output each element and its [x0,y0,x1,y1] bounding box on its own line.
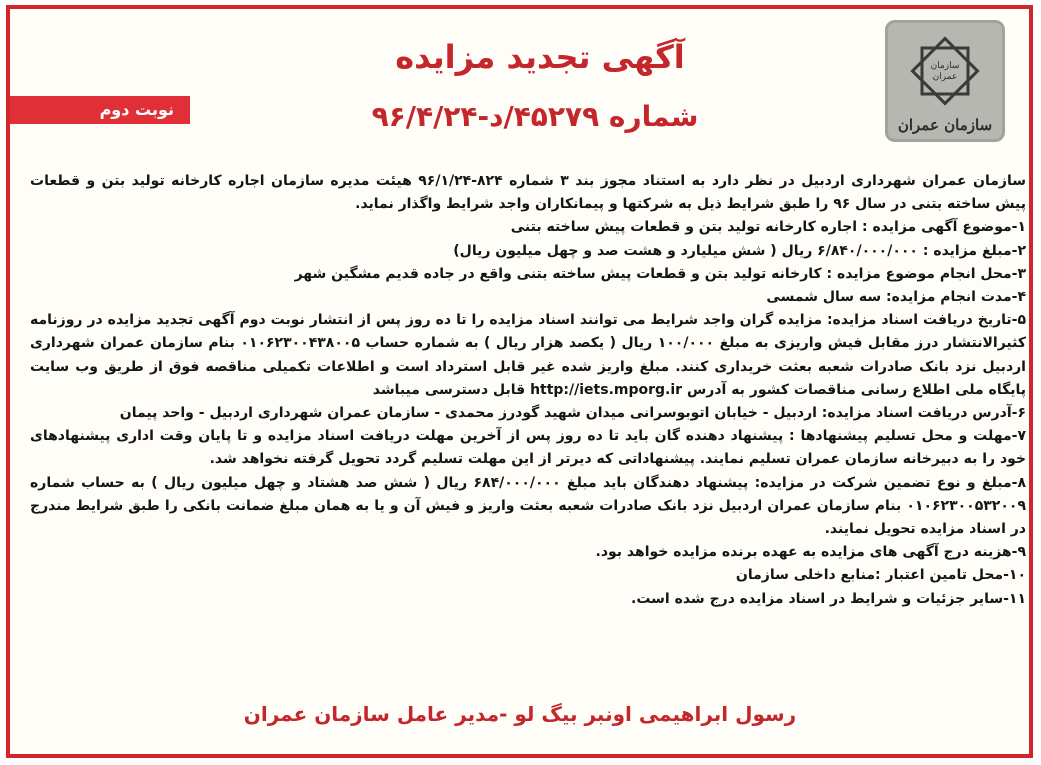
svg-text:سازمان: سازمان [930,61,960,71]
intro-paragraph: سازمان عمران شهرداری اردبیل در نظر دارد به استناد مجوز بند ۳ شماره ۸۲۴-۹۶/۱/۲۴ هیئت مدیره سازمان اجاره کارخانه تولید بتن و قطعات پیش ساخته بتنی در سال ۹۶ را طبق شرایط ذیل به شرکتها و پیمانکاران واجد شرایط واگذار نماید. [30,173,1026,213]
item-10: ۱۰-محل تامین اعتبار :منابع داخلی سازمان [735,567,1026,584]
organization-logo [885,20,1005,142]
notice-number: شماره ۴۵۲۷۹/د-۹۶/۴/۲۴ [371,100,699,133]
item-3: ۳-محل انجام موضوع مزایده : کارخانه تولید بتن و قطعات پیش ساخته بتنی واقع در جاده قدیم مشگین شهر [294,265,1026,282]
item-4: ۴-مدت انجام مزایده: سه سال شمسی [766,289,1026,306]
item-7: ۷-مهلت و محل تسلیم پیشنهادها : پیشنهاد دهنده گان باید تا ده روز پس از آخرین مهلت دریافت اسناد مزایده و تا پایان وقت اداری پیشنهادهای خود را به دبیرخانه سازمان عمران تسلیم نمایند. پیشنهاداتی که دیرتر از این مهلت تسلیم گردد تحویل گرفته نخواهد شد. [30,428,1026,468]
signature: رسول ابراهیمی اونبر بیگ لو -مدیر عامل سازمان عمران [243,702,797,726]
round-badge: نوبت دوم [10,96,190,124]
item-9: ۹-هزینه درج آگهی های مزایده به عهده برنده مزایده خواهد بود. [595,544,1026,561]
item-6: ۶-آدرس دریافت اسناد مزایده: اردبیل - خیابان اتوبوسرانی میدان شهید گودرز محمدی - سازمان عمران شهرداری اردبیل - واحد پیمان [119,405,1026,422]
item-2: ۲-مبلغ مزایده : ۶/۸۴۰/۰۰۰/۰۰۰ ریال ( شش میلیارد و هشت صد و چهل میلیون ریال) [453,242,1026,259]
item-1: ۱-موضوع آگهی مزایده : اجاره کارخانه تولید بتن و قطعات پیش ساخته بتنی [510,219,1026,236]
item-11: ۱۱-سایر جزئیات و شرایط در اسناد مزایده درج شده است. [631,590,1026,607]
notice-body [30,170,1026,611]
notice-title: آگهی تجدید مزایده [395,38,685,76]
star-emblem-icon [906,32,984,110]
item-8: ۸-مبلغ و نوع تضمین شرکت در مزایده: پیشنهاد دهندگان باید مبلغ ۶۸۴/۰۰۰/۰۰۰ ریال ( شش صد هشتاد و چهل میلیون ریال ) به حساب شماره ۰۱۰۶۲۳۰۰۵۳۲۰۰۹ بنام سازمان عمران اردبیل نزد بانک صادرات شعبه بعثت واریز و فیش آن و یا به همان مبلغ ضمانت بانکی را طبق شرایط مندرج در اسناد مزایده تحویل نمایند. [30,474,1026,538]
svg-text:عمران: عمران [932,72,958,82]
logo-caption: سازمان عمران [897,116,993,134]
item-5: ۵-تاریخ دریافت اسناد مزایده: مزایده گران واجد شرایط می توانند اسناد مزایده را تا ده روز پس از انتشار نوبت دوم آگهی تجدید مزایده در روزنامه کثیرالانتشار درز مقابل فیش واریزی به مبلغ ۱۰۰/۰۰۰ ریال ( یکصد هزار ریال ) به شماره حساب ۰۱۰۶۲۳۰۰۴۳۸۰۰۵ بنام سازمان عمران شهرداری اردبیل نزد بانک صادرات شعبه بعثت خریداری کنند. مبلغ واریز شده غیر قابل استرداد است و اطلاعات تکمیلی مناقصه فوق از طریق وب سایت پایگاه ملی اطلاع رسانی مناقصات کشور به آدرس http://iets.mporg.ir قابل دسترسی میباشد [30,312,1026,398]
